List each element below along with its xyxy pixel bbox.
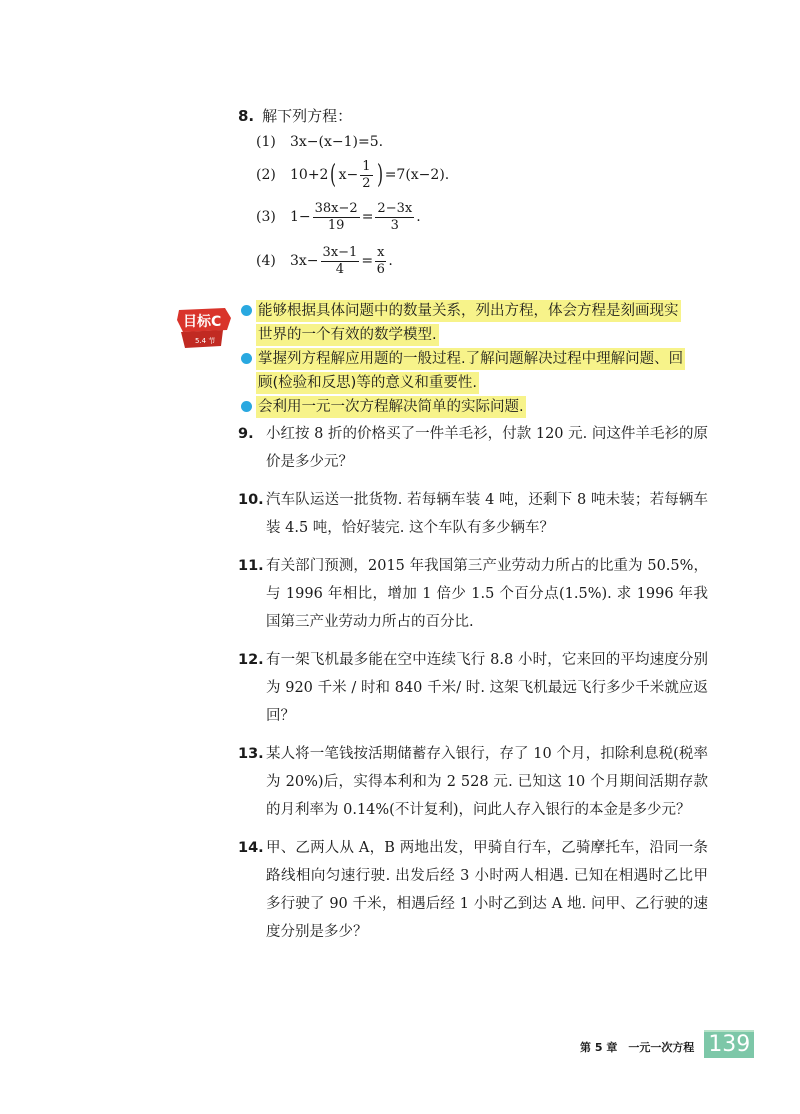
fraction: $\frac{1}{2}$ <box>362 158 371 191</box>
equation-text: 3x−(x−1)=5. <box>290 134 384 150</box>
fraction: $\frac{3x-1}{4}$ <box>322 244 358 277</box>
equation-part: . <box>388 253 393 269</box>
problem-number: 13. <box>238 746 264 762</box>
goal-text: 掌握列方程解应用题的一般过程.了解问题解决过程中理解问题、回 <box>256 348 685 370</box>
problem-12 <box>238 646 708 730</box>
problem-number: 9. <box>238 426 254 442</box>
problem-text: 汽车队运送一批货物. 若每辆车装 4 吨，还剩下 8 吨未装；若每辆车装 4.5 吨，恰好装完. 这个车队有多少辆车？ <box>266 492 708 536</box>
goal-item <box>241 396 735 418</box>
problem-text: 小红按 8 折的价格买了一件羊毛衫，付款 120 元. 问这件羊毛衫的原价是多少元？ <box>266 426 708 470</box>
bullet-icon <box>241 401 252 412</box>
equation-part: . <box>416 209 421 225</box>
goal-c-block <box>175 300 735 420</box>
problem-11 <box>238 552 708 636</box>
goal-tag-icon <box>175 306 233 350</box>
chapter-label: 第 5 章 一元一次方程 <box>580 1041 695 1054</box>
equation-part: x− <box>338 167 359 183</box>
problem-number: 12. <box>238 652 264 668</box>
equation-label: (3) <box>256 209 276 225</box>
goal-item <box>241 348 735 370</box>
equation-part: = <box>361 209 374 225</box>
problem-number: 11. <box>238 558 264 574</box>
goal-text: 能够根据具体问题中的数量关系，列出方程，体会方程是刻画现实 <box>256 300 681 322</box>
problem-14 <box>238 834 708 946</box>
problem-number: 14. <box>238 840 264 856</box>
page-number: 139 <box>704 1030 754 1058</box>
goal-text: 世界的一个有效的数学模型. <box>256 324 439 346</box>
goal-item <box>241 300 735 322</box>
goal-list <box>241 300 735 418</box>
equation-label: (1) <box>256 134 276 150</box>
problem-text: 有关部门预测，2015 年我国第三产业劳动力所占的比重为 50.5%，与 1996 年相比，增加 1 倍少 1.5 个百分点(1.5%). 求 1996 年我国第三产业劳动力所占的百分比. <box>266 558 708 630</box>
equation-label: (4) <box>256 253 276 269</box>
equation-1 <box>256 129 708 155</box>
bullet-icon <box>241 305 252 316</box>
problem-number: 10. <box>238 492 264 508</box>
problem-text: 有一架飞机最多能在空中连续飞行 8.8 小时，它来回的平均速度分别为 920 千米 / 时和 840 千米/ 时. 这架飞机最远飞行多少千米就应返回？ <box>266 652 708 724</box>
problem-10 <box>238 486 708 542</box>
question-number: 8. <box>238 107 255 125</box>
fraction: $\frac{2-3x}{3}$ <box>377 200 413 233</box>
problem-list <box>238 420 708 956</box>
question-8-title <box>238 103 708 129</box>
equation-3 <box>256 195 708 239</box>
goal-tag <box>175 306 233 348</box>
equation-part: 1− <box>290 209 311 225</box>
problem-text: 甲、乙两人从 A，B 两地出发，甲骑自行车，乙骑摩托车，沿同一条路线相向匀速行驶. 出发后经 3 小时两人相遇. 已知在相遇时乙比甲多行驶了 90 千米，相遇后经 1 小时乙到达 A 地. 问甲、乙行驶的速度分别是多少？ <box>266 840 708 940</box>
goal-section-text: 5.4 节 <box>195 337 216 345</box>
page-footer <box>580 1030 754 1058</box>
goal-item-cont <box>256 372 735 394</box>
equation-4 <box>256 239 708 283</box>
goal-item-cont <box>256 324 735 346</box>
goal-text: 会利用一元一次方程解决简单的实际问题. <box>256 396 526 418</box>
problem-9 <box>238 420 708 476</box>
goal-text: 顾(检验和反思)等的意义和重要性. <box>256 372 479 394</box>
goal-tag-text: 目标C <box>183 314 222 330</box>
fraction: $\frac{38x-2}{19}$ <box>314 200 358 233</box>
equation-part: 3x− <box>290 253 319 269</box>
equation-part: 10+2 <box>290 167 329 183</box>
equation-part: = <box>361 253 374 269</box>
problem-text: 某人将一笔钱按活期储蓄存入银行，存了 10 个月，扣除利息税(税率为 20%)后，实得本利和为 2 528 元. 已知这 10 个月期间活期存款的月利率为 0.14%(不计复利)，问此人存入银行的本金是多少元？ <box>266 746 708 818</box>
equation-2: (2) 10+2 ( x− $\frac{1}{2}$ ) =7(x−2). <box>256 158 450 191</box>
fraction: $\frac{x}{6}$ <box>376 244 385 277</box>
question-text: 解下列方程： <box>262 107 353 125</box>
problem-13 <box>238 740 708 824</box>
equation-label: (2) <box>256 167 276 183</box>
bullet-icon <box>241 353 252 364</box>
question-8 <box>238 103 708 283</box>
equation-part: =7(x−2). <box>384 167 450 183</box>
